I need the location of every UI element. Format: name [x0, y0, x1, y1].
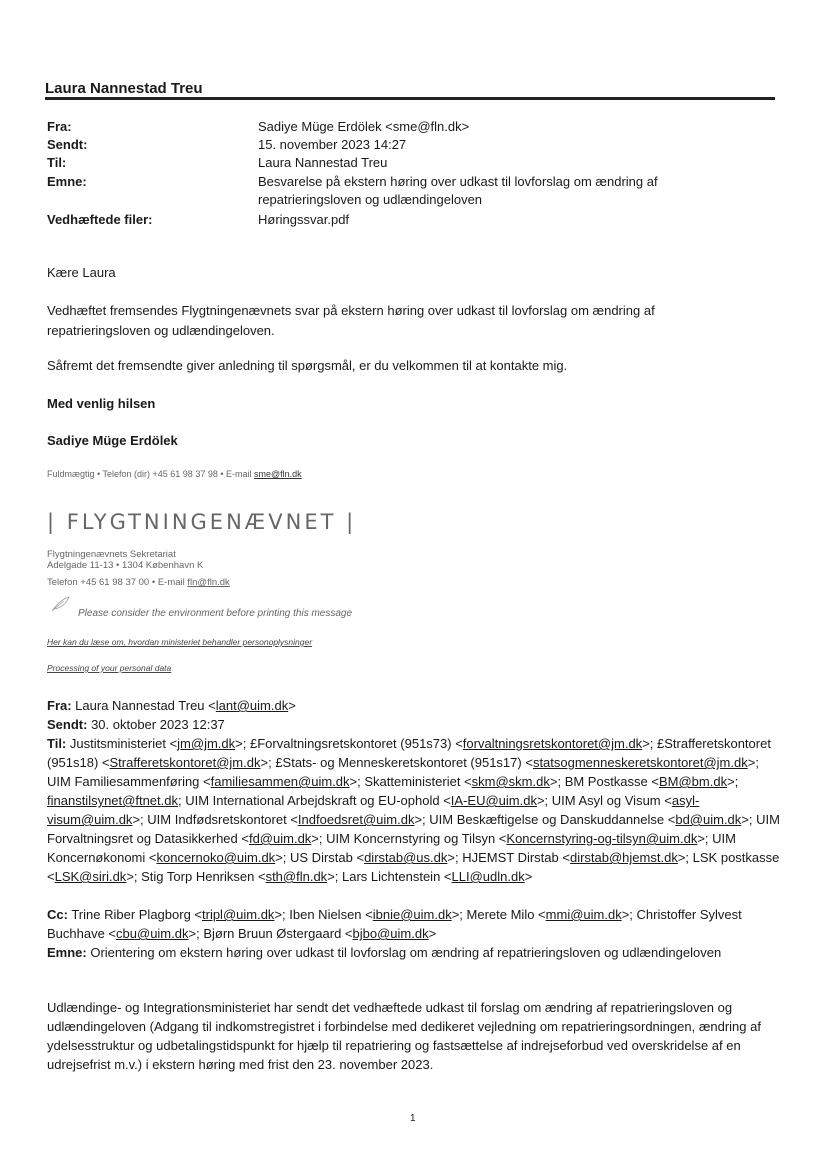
subject-label: Emne:: [47, 174, 87, 189]
recipient-email-link[interactable]: statsogmenneskeretskontoret@jm.dk: [532, 755, 748, 770]
recipient-email-link[interactable]: asyl-visum@uim.dk: [47, 793, 700, 827]
fwd-to-label: Til:: [47, 736, 67, 751]
closing: Med venlig hilsen: [47, 396, 156, 411]
recipient-separator: >;: [235, 736, 250, 751]
signer-email-link[interactable]: sme@fln.dk: [254, 469, 302, 479]
recipient-separator: >: [524, 869, 533, 884]
recipient-name: Christoffer Sylvest Buchhave <: [47, 907, 742, 941]
recipient-name: Bjørn Bruun Østergaard <: [203, 926, 353, 941]
recipient-email-link[interactable]: sth@fln.dk: [265, 869, 328, 884]
recipient-name: Trine Riber Plagborg <: [67, 907, 202, 922]
recipient-name: US Dirstab <: [290, 850, 365, 865]
from-value: Sadiye Müge Erdölek <sme@fln.dk>: [258, 119, 470, 134]
forwarded-from: [47, 696, 782, 715]
forwarded-subject: [47, 943, 782, 962]
sender-name-heading: Laura Nannestad Treu: [45, 80, 203, 97]
recipient-email-link[interactable]: koncernoko@uim.dk: [156, 850, 276, 865]
recipient-email-link[interactable]: bd@uim.dk: [675, 812, 742, 827]
org-name: Flygtningenævnets Sekretariat: [47, 549, 176, 560]
recipient-name: Iben Nielsen <: [289, 907, 373, 922]
recipient-name: UIM International Arbejdskraft og EU-ophold <: [185, 793, 451, 808]
fwd-from-close: >: [288, 698, 296, 713]
recipient-separator: >;: [697, 831, 713, 846]
heading-rule: [45, 97, 775, 100]
recipient-separator: >;: [549, 774, 565, 789]
privacy-link-english[interactable]: Processing of your personal data: [47, 663, 172, 673]
sent-label: Sendt:: [47, 137, 88, 152]
recipient-email-link[interactable]: jm@jm.dk: [177, 736, 236, 751]
recipient-email-link[interactable]: ibnie@uim.dk: [372, 907, 452, 922]
fwd-sent-label: Sendt:: [47, 717, 88, 732]
recipient-name: LSK postkasse <: [47, 850, 780, 884]
recipient-name: Stig Torp Henriksen <: [141, 869, 266, 884]
recipient-name: HJEMST Dirstab <: [462, 850, 570, 865]
recipient-separator: >;: [311, 831, 327, 846]
recipient-email-link[interactable]: Koncernstyring-og-tilsyn@uim.dk: [506, 831, 698, 846]
forwarded-to: [47, 734, 782, 886]
org-address: Adelgade 11-13 • 1304 København K: [47, 560, 204, 571]
greeting: Kære Laura: [47, 265, 116, 280]
fwd-sent-value: 30. oktober 2023 12:37: [87, 717, 225, 732]
recipient-separator: >;: [414, 812, 430, 827]
recipient-email-link[interactable]: tripl@uim.dk: [202, 907, 275, 922]
recipient-separator: >;: [747, 755, 759, 770]
recipient-email-link[interactable]: cbu@uim.dk: [116, 926, 189, 941]
recipient-separator: ;: [177, 793, 186, 808]
fwd-from-email[interactable]: lant@uim.dk: [215, 698, 289, 713]
recipient-name: UIM Koncernøkonomi <: [47, 831, 737, 865]
recipient-separator: >;: [327, 869, 343, 884]
recipient-email-link[interactable]: familiesammen@uim.dk: [210, 774, 350, 789]
from-label: Fra:: [47, 119, 72, 134]
recipient-separator: >: [428, 926, 437, 941]
forwarded-cc: [47, 905, 782, 943]
recipient-name: UIM Beskæftigelse og Danskuddannelse <: [429, 812, 676, 827]
recipient-separator: >;: [451, 907, 467, 922]
recipient-email-link[interactable]: finanstilsynet@ftnet.dk: [47, 793, 178, 808]
org-contact: [47, 577, 230, 588]
fwd-to-recipients: [47, 736, 780, 884]
recipient-separator: >;: [727, 774, 739, 789]
recipient-name: Justitsministeriet <: [66, 736, 178, 751]
attachments-label: Vedhæftede filer:: [47, 212, 153, 227]
recipient-separator: >;: [349, 774, 365, 789]
recipient-name: UIM Indfødsretskontoret <: [147, 812, 298, 827]
recipient-name: Lars Lichtenstein <: [342, 869, 452, 884]
fwd-subject-value: Orientering om ekstern høring over udkast til lovforslag om ændring af repatrieringsloven og udlændingeloven: [86, 945, 722, 960]
recipient-name: UIM Asyl og Visum <: [551, 793, 672, 808]
recipient-separator: >;: [536, 793, 552, 808]
recipient-email-link[interactable]: forvaltningsretskontoret@jm.dk: [462, 736, 643, 751]
signer-contact-text: Fuldmægtig • Telefon (dir) +45 61 98 37 98 • E-mail: [47, 469, 254, 479]
recipient-separator: >;: [260, 755, 276, 770]
recipient-separator: >;: [126, 869, 142, 884]
recipient-email-link[interactable]: Indfoedsret@uim.dk: [297, 812, 415, 827]
recipient-name: UIM Familiesammenføring <: [47, 774, 211, 789]
fwd-cc-recipients: [47, 907, 742, 941]
signer-contact: [47, 469, 302, 479]
recipient-email-link[interactable]: BM@bm.dk: [658, 774, 728, 789]
recipient-name: BM Postkasse <: [564, 774, 659, 789]
recipient-separator: >;: [275, 850, 291, 865]
recipient-email-link[interactable]: mmi@uim.dk: [545, 907, 622, 922]
fwd-from-name: Laura Nannestad Treu <: [71, 698, 216, 713]
fwd-cc-label: Cc:: [47, 907, 68, 922]
recipient-separator: >;: [274, 907, 290, 922]
environment-note: Please consider the environment before printing this message: [78, 608, 353, 619]
recipient-email-link[interactable]: Strafferetskontoret@jm.dk: [109, 755, 261, 770]
recipient-separator: >;: [621, 907, 637, 922]
org-phone-text: Telefon +45 61 98 37 00 • E-mail: [47, 577, 188, 588]
recipient-separator: >;: [677, 850, 693, 865]
body-paragraph-1: Vedhæftet fremsendes Flygtningenævnets svar på ekstern høring over udkast til lovforslag om ændring af repatrieringsloven og udlændingeloven.: [47, 303, 655, 338]
recipient-name: Merete Milo <: [466, 907, 546, 922]
body-paragraph-2: Såfremt det fremsendte giver anledning til spørgsmål, er du velkommen til at kontakte mig.: [47, 358, 568, 373]
recipient-email-link[interactable]: dirstab@hjemst.dk: [569, 850, 678, 865]
signer-name: Sadiye Müge Erdölek: [47, 433, 178, 448]
recipient-email-link[interactable]: bjbo@uim.dk: [352, 926, 429, 941]
recipient-name: £Strafferetskontoret (951s18) <: [47, 736, 771, 770]
fwd-subject-label: Emne:: [47, 945, 87, 960]
attachment-file[interactable]: Høringssvar.pdf: [258, 212, 350, 227]
page-number: 1: [410, 1113, 416, 1124]
recipient-separator: >;: [741, 812, 757, 827]
recipient-separator: >;: [642, 736, 658, 751]
recipient-email-link[interactable]: dirstab@us.dk: [364, 850, 448, 865]
recipient-name: UIM Koncernstyring og Tilsyn <: [326, 831, 507, 846]
recipient-separator: >;: [188, 926, 204, 941]
recipient-email-link[interactable]: LSK@siri.dk: [54, 869, 127, 884]
recipient-separator: >;: [447, 850, 463, 865]
recipient-email-link[interactable]: IA-EU@uim.dk: [450, 793, 537, 808]
org-email-link[interactable]: fln@fln.dk: [187, 577, 230, 588]
recipient-separator: >;: [132, 812, 148, 827]
recipient-name: £Stats- og Menneskeretskontoret (951s17) <: [275, 755, 533, 770]
recipient-email-link[interactable]: skm@skm.dk: [471, 774, 550, 789]
to-value: Laura Nannestad Treu: [258, 155, 388, 170]
organization-logo: | FLYGTNINGENÆVNET |: [47, 510, 357, 534]
recipient-email-link[interactable]: LLI@udln.dk: [451, 869, 525, 884]
forwarded-body: Udlændinge- og Integrationsministeriet har sendt det vedhæftede udkast til forslag om ændring af repatrieringsloven og udlændingeloven (Adgang til indkomstregistret i forbindelse med dedikeret vejledning om repatrieringsordningen, ændring af ydelsesstruktur og udbetalingstidspunkt for hjælp til repatriering og fastsættelse af indrejseforbud ved overskridelse af en udrejsefrist m.v.) i ekstern høring med frist den 23. november 2023.: [47, 1000, 761, 1072]
sent-value: 15. november 2023 14:27: [258, 137, 407, 152]
privacy-link-danish[interactable]: Her kan du læse om, hvordan ministeriet behandler personoplysninger: [47, 637, 313, 647]
recipient-name: £Forvaltningsretskontoret (951s73) <: [249, 736, 463, 751]
recipient-email-link[interactable]: fd@uim.dk: [248, 831, 312, 846]
to-label: Til:: [47, 155, 67, 170]
forwarded-sent: [47, 715, 782, 734]
leaf-icon: [50, 596, 70, 612]
recipient-name: UIM Forvaltningsret og Datasikkerhed <: [47, 812, 780, 846]
subject-value: Besvarelse på ekstern høring over udkast til lovforslag om ændring af repatrieringsloven og udlændingeloven: [258, 174, 658, 207]
recipient-name: Skatteministeriet <: [364, 774, 472, 789]
fwd-from-label: Fra:: [47, 698, 72, 713]
